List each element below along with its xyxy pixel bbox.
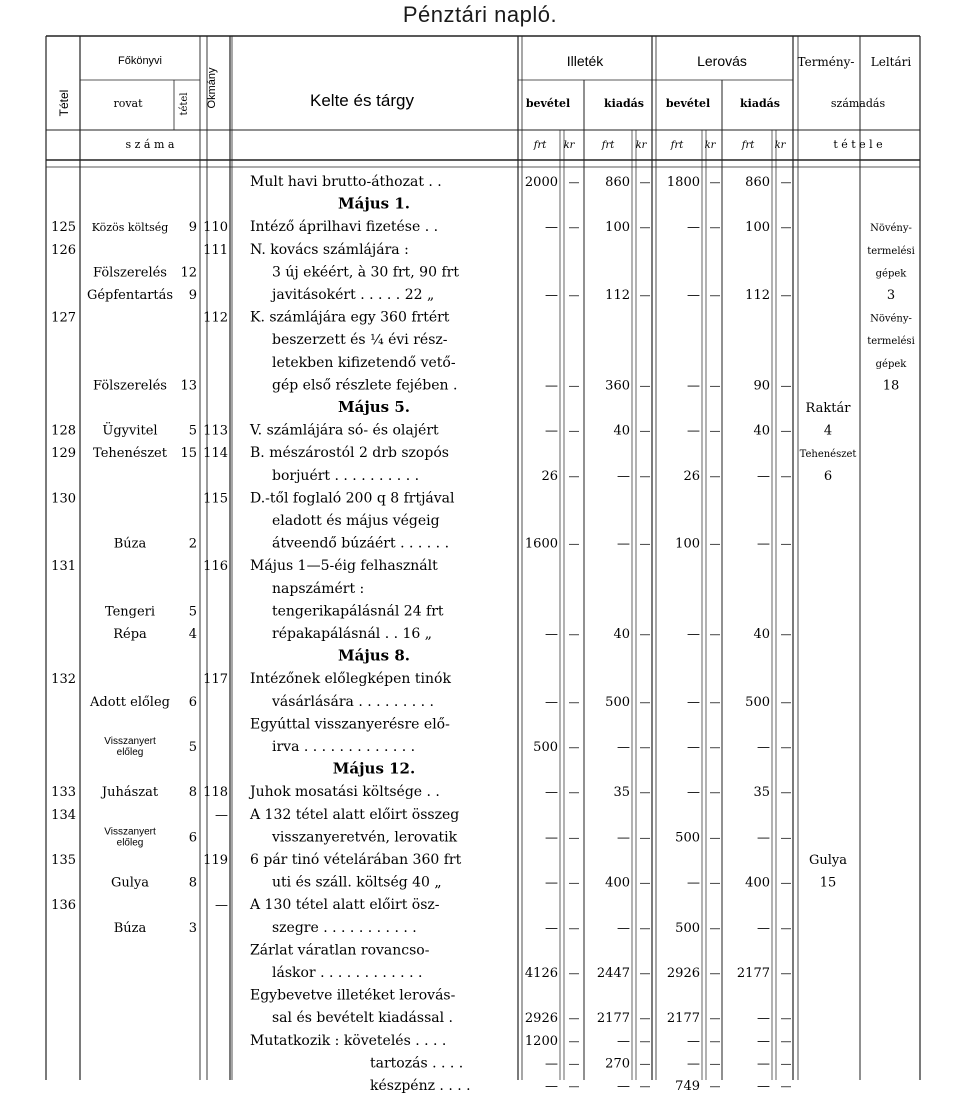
illetek-kiadas-frt: — bbox=[617, 468, 630, 484]
lerovas-kiadas-frt: 40 bbox=[753, 627, 770, 642]
entry-text: napszámért : bbox=[272, 580, 365, 597]
kr-dash: — bbox=[780, 921, 792, 935]
illetek-bevetel-frt: — bbox=[545, 288, 558, 303]
rovat-name: Juhászat bbox=[101, 785, 159, 801]
kr-dash: — bbox=[709, 424, 721, 438]
kr-dash: — bbox=[709, 967, 721, 980]
header-kr-2: kr bbox=[635, 140, 647, 151]
rovat-tetel: 8 bbox=[188, 875, 197, 891]
entry-text: átveendő búzáért . . . . . . bbox=[272, 535, 450, 552]
termeny-tetel: Raktár bbox=[805, 401, 851, 416]
tetel-number: 136 bbox=[51, 898, 76, 914]
kr-dash: — bbox=[709, 469, 721, 483]
lerovas-kiadas-frt: 860 bbox=[745, 175, 770, 190]
illetek-kiadas-frt: 2177 bbox=[596, 1011, 630, 1027]
kr-dash: — bbox=[709, 176, 721, 189]
illetek-bevetel-frt: — bbox=[545, 830, 558, 846]
kr-dash: — bbox=[639, 786, 651, 800]
leltari-tetel: Növény- bbox=[870, 223, 912, 235]
kr-dash: — bbox=[709, 1057, 721, 1071]
header-lerovas-bevetel: bevétel bbox=[665, 97, 711, 110]
entry-text: A 130 tétel alatt előirt ösz- bbox=[250, 897, 440, 914]
entry-text: 3 új ekéért, à 30 frt, 90 frt bbox=[272, 264, 459, 281]
rovat-name: Visszanyert bbox=[104, 736, 156, 747]
kr-dash: — bbox=[639, 628, 651, 641]
illetek-kiadas-frt: — bbox=[617, 1079, 630, 1094]
lerovas-bevetel-frt: 100 bbox=[675, 536, 700, 552]
rovat-tetel: 4 bbox=[188, 627, 197, 642]
lerovas-bevetel-frt: 500 bbox=[675, 830, 700, 846]
illetek-kiadas-frt: 500 bbox=[605, 694, 630, 710]
entry-text: D.-től foglaló 200 q 8 frtjával bbox=[250, 490, 455, 507]
header-lerovas: Lerovás bbox=[697, 53, 747, 69]
header-fokonyvi: Főkönyvi bbox=[117, 55, 163, 67]
okmany-number: 115 bbox=[203, 491, 228, 507]
kr-dash: — bbox=[780, 1080, 792, 1093]
kr-dash: — bbox=[780, 424, 792, 438]
tetel-number: 134 bbox=[51, 807, 76, 823]
kr-dash: — bbox=[568, 876, 580, 890]
illetek-kiadas-frt: 112 bbox=[605, 288, 630, 303]
rovat-tetel: 9 bbox=[188, 220, 197, 236]
lerovas-bevetel-frt: — bbox=[687, 875, 700, 891]
tetel-number: 131 bbox=[51, 559, 76, 575]
kr-dash: — bbox=[639, 1080, 651, 1093]
kr-dash: — bbox=[568, 831, 580, 845]
leltari-tetel: Növény- bbox=[870, 313, 912, 325]
kr-dash: — bbox=[568, 537, 580, 551]
illetek-kiadas-frt: 100 bbox=[605, 220, 630, 236]
kr-dash: — bbox=[780, 695, 792, 709]
kr-dash: — bbox=[780, 1034, 792, 1048]
illetek-bevetel-frt: — bbox=[545, 694, 558, 710]
header-illetek-kiadas: kiadás bbox=[604, 97, 644, 110]
rovat-tetel: 5 bbox=[188, 604, 197, 620]
lerovas-bevetel-frt: 2926 bbox=[666, 966, 700, 981]
kr-dash: — bbox=[709, 831, 721, 845]
kr-dash: — bbox=[780, 537, 792, 551]
okmany-number: 110 bbox=[203, 220, 228, 236]
lerovas-bevetel-frt: — bbox=[687, 288, 700, 303]
header-kr-3: kr bbox=[704, 140, 716, 151]
lerovas-kiadas-frt: — bbox=[757, 740, 770, 755]
entry-text: borjuért . . . . . . . . . . bbox=[272, 467, 420, 484]
rovat-name: Adott előleg bbox=[90, 694, 170, 710]
okmany-number: 116 bbox=[203, 559, 228, 575]
illetek-kiadas-frt: 40 bbox=[613, 627, 630, 642]
rovat-name: Ügyvitel bbox=[102, 423, 158, 439]
lerovas-bevetel-frt: 1800 bbox=[666, 175, 700, 190]
termeny-tetel: Gulya bbox=[808, 853, 848, 868]
kr-dash: — bbox=[780, 967, 792, 980]
table-body bbox=[51, 174, 915, 1094]
lerovas-bevetel-frt: — bbox=[687, 1033, 700, 1049]
header-frt-3: frt bbox=[670, 140, 684, 151]
kr-dash: — bbox=[709, 1080, 721, 1093]
header-szamadas: számadás bbox=[830, 97, 886, 110]
kr-dash: — bbox=[568, 628, 580, 641]
kr-dash: — bbox=[709, 289, 721, 302]
kr-dash: — bbox=[568, 379, 580, 393]
entry-text: Mutatkozik : követelés . . . . bbox=[250, 1032, 447, 1049]
termeny-tetel: 15 bbox=[819, 875, 837, 891]
rovat-name: Búza bbox=[113, 920, 147, 936]
kr-dash: — bbox=[709, 921, 721, 935]
lerovas-bevetel-frt: 2177 bbox=[666, 1011, 700, 1027]
entry-text: B. mészárostól 2 drb szopós bbox=[250, 445, 449, 462]
kr-dash: — bbox=[639, 289, 651, 302]
entry-text: N. kovács számlájára : bbox=[250, 241, 409, 258]
rovat-name-2: előleg bbox=[116, 837, 144, 849]
rovat-name: Visszanyert bbox=[104, 826, 156, 838]
entry-text: gép első részlete fejében . bbox=[272, 377, 458, 394]
lerovas-kiadas-frt: 112 bbox=[745, 288, 770, 303]
rovat-name: Répa bbox=[113, 627, 147, 642]
lerovas-kiadas-frt: — bbox=[757, 536, 770, 552]
lerovas-bevetel-frt: — bbox=[687, 423, 700, 439]
tetel-number: 129 bbox=[51, 446, 76, 462]
lerovas-bevetel-frt: — bbox=[687, 740, 700, 755]
date-heading: Május 12. bbox=[332, 759, 416, 778]
kr-dash: — bbox=[639, 424, 651, 438]
kr-dash: — bbox=[639, 695, 651, 709]
kr-dash: — bbox=[639, 379, 651, 393]
illetek-kiadas-frt: 35 bbox=[613, 785, 630, 801]
lerovas-kiadas-frt: 400 bbox=[745, 875, 770, 891]
header-tetel: Tétel bbox=[57, 89, 71, 117]
header-kr-1: kr bbox=[563, 140, 575, 151]
kr-dash: — bbox=[568, 786, 580, 800]
entry-text: láskor . . . . . . . . . . . . bbox=[272, 965, 423, 981]
rovat-tetel: 5 bbox=[188, 740, 197, 755]
kr-dash: — bbox=[639, 876, 651, 890]
entry-text: A 132 tétel alatt előirt összeg bbox=[250, 806, 460, 823]
okmany-number: 113 bbox=[203, 423, 228, 439]
illetek-bevetel-frt: — bbox=[545, 423, 558, 439]
kr-dash: — bbox=[568, 176, 580, 189]
kr-dash: — bbox=[780, 289, 792, 302]
kr-dash: — bbox=[780, 1012, 792, 1026]
rovat-tetel: 6 bbox=[188, 694, 197, 710]
rovat-name: Fölszerelés bbox=[93, 265, 167, 281]
header-frt-4: frt bbox=[741, 140, 755, 151]
kr-dash: — bbox=[639, 741, 651, 754]
kr-dash: — bbox=[639, 469, 651, 483]
kr-dash: — bbox=[568, 695, 580, 709]
lerovas-kiadas-frt: 100 bbox=[745, 220, 770, 236]
kr-dash: — bbox=[709, 379, 721, 393]
rovat-name: Gulya bbox=[110, 875, 150, 891]
kr-dash: — bbox=[568, 967, 580, 980]
entry-text: letekben kifizetendő vető- bbox=[272, 354, 456, 371]
lerovas-bevetel-frt: — bbox=[687, 1056, 700, 1072]
rovat-tetel: 5 bbox=[188, 423, 197, 439]
entry-text: Intéző áprilhavi fizetése . . bbox=[250, 219, 439, 236]
kr-dash: — bbox=[568, 424, 580, 438]
header-illetek-bevetel: bevétel bbox=[525, 97, 571, 110]
entry-text: uti és száll. költség 40 „ bbox=[272, 874, 442, 891]
kr-dash: — bbox=[780, 221, 792, 235]
kr-dash: — bbox=[780, 831, 792, 845]
header-lerovas-kiadas: kiadás bbox=[740, 97, 780, 110]
rovat-tetel: 2 bbox=[188, 536, 197, 552]
entry-text: Május 1—5-éig felhasznált bbox=[250, 558, 438, 575]
illetek-bevetel-frt: 2000 bbox=[524, 175, 558, 190]
kr-dash: — bbox=[780, 786, 792, 800]
entry-text: sal és bevételt kiadással . bbox=[272, 1010, 453, 1027]
header-illetek: Illeték bbox=[566, 53, 604, 69]
lerovas-kiadas-frt: 2177 bbox=[736, 966, 770, 981]
kr-dash: — bbox=[568, 289, 580, 302]
illetek-bevetel-frt: — bbox=[545, 920, 558, 936]
entry-text: Egybevetve illetéket lerovás- bbox=[250, 987, 456, 1004]
kr-dash: — bbox=[568, 741, 580, 754]
header-tetele: t é t e l e bbox=[833, 138, 883, 151]
illetek-kiadas-frt: — bbox=[617, 1033, 630, 1049]
tetel-number: 127 bbox=[51, 310, 76, 326]
rovat-tetel: 15 bbox=[180, 446, 197, 462]
entry-text: tartozás . . . . bbox=[370, 1055, 464, 1072]
lerovas-kiadas-frt: — bbox=[757, 830, 770, 846]
rovat-name: Tengeri bbox=[104, 604, 156, 620]
kr-dash: — bbox=[709, 786, 721, 800]
illetek-kiadas-frt: 40 bbox=[613, 423, 630, 439]
illetek-kiadas-frt: 860 bbox=[605, 175, 630, 190]
okmany-number: 114 bbox=[203, 446, 228, 462]
entry-text: eladott és május végeig bbox=[272, 513, 440, 529]
illetek-bevetel-frt: — bbox=[545, 220, 558, 236]
lerovas-kiadas-frt: — bbox=[757, 468, 770, 484]
illetek-bevetel-frt: — bbox=[545, 875, 558, 891]
kr-dash: — bbox=[709, 1012, 721, 1026]
illetek-kiadas-frt: — bbox=[617, 740, 630, 755]
kr-dash: — bbox=[709, 741, 721, 754]
illetek-bevetel-frt: — bbox=[545, 785, 558, 801]
kr-dash: — bbox=[709, 537, 721, 551]
kr-dash: — bbox=[568, 1012, 580, 1026]
tetel-number: 130 bbox=[51, 491, 76, 507]
kr-dash: — bbox=[568, 1080, 580, 1093]
illetek-kiadas-frt: 400 bbox=[605, 875, 630, 891]
rovat-tetel: 3 bbox=[188, 920, 197, 936]
kr-dash: — bbox=[709, 876, 721, 890]
entry-text: vásárlására . . . . . . . . . bbox=[272, 693, 434, 710]
kr-dash: — bbox=[780, 379, 792, 393]
illetek-bevetel-frt: — bbox=[545, 627, 558, 642]
kr-dash: — bbox=[709, 695, 721, 709]
tetel-number: 128 bbox=[51, 423, 76, 439]
leltari-tetel: 3 bbox=[886, 288, 896, 303]
illetek-kiadas-frt: — bbox=[617, 830, 630, 846]
kr-dash: — bbox=[639, 1012, 651, 1026]
illetek-bevetel-frt: 2926 bbox=[524, 1011, 558, 1027]
kr-dash: — bbox=[568, 221, 580, 235]
kr-dash: — bbox=[780, 741, 792, 754]
date-heading: Május 5. bbox=[338, 398, 410, 416]
header-termeny: Termény- bbox=[797, 55, 855, 69]
header-kr-4: kr bbox=[774, 140, 786, 151]
entry-text: szegre . . . . . . . . . . . bbox=[272, 919, 417, 936]
entry-text: tengerikapálásnál 24 frt bbox=[272, 603, 444, 620]
kr-dash: — bbox=[639, 537, 651, 551]
kr-dash: — bbox=[568, 921, 580, 935]
kr-dash: — bbox=[780, 469, 792, 483]
kr-dash: — bbox=[780, 1057, 792, 1071]
entry-text: visszanyeretvén, lerovatik bbox=[272, 829, 458, 846]
illetek-bevetel-frt: 1200 bbox=[524, 1033, 558, 1049]
lerovas-bevetel-frt: — bbox=[687, 694, 700, 710]
rovat-name: Gépfentartás bbox=[86, 288, 174, 303]
termeny-tetel: 6 bbox=[823, 468, 833, 484]
lerovas-bevetel-frt: 26 bbox=[683, 468, 700, 484]
lerovas-kiadas-frt: 35 bbox=[753, 785, 770, 801]
illetek-bevetel-frt: — bbox=[545, 378, 558, 394]
header-tetel-small: tétel bbox=[179, 92, 190, 116]
lerovas-kiadas-frt: — bbox=[757, 1056, 770, 1072]
okmany-number: — bbox=[215, 898, 228, 914]
kr-dash: — bbox=[639, 921, 651, 935]
kr-dash: — bbox=[568, 469, 580, 483]
lerovas-bevetel-frt: — bbox=[687, 785, 700, 801]
rovat-tetel: 8 bbox=[188, 785, 197, 801]
header-frt-1: frt bbox=[533, 140, 547, 151]
okmany-number: 119 bbox=[203, 853, 228, 868]
leltari-tetel: gépek bbox=[875, 268, 907, 280]
entry-text: V. számlájára só- és olajért bbox=[250, 422, 439, 439]
header-leltari: Leltári bbox=[870, 55, 912, 69]
lerovas-kiadas-frt: 90 bbox=[753, 378, 770, 394]
illetek-kiadas-frt: — bbox=[617, 920, 630, 936]
entry-text: Intézőnek előlegképen tinók bbox=[250, 671, 451, 688]
lerovas-bevetel-frt: — bbox=[687, 220, 700, 236]
lerovas-kiadas-frt: — bbox=[757, 920, 770, 936]
illetek-kiadas-frt: 360 bbox=[605, 378, 630, 394]
page-title: Pénztári napló. bbox=[402, 2, 558, 27]
lerovas-bevetel-frt: 749 bbox=[675, 1079, 700, 1094]
date-heading: Május 8. bbox=[338, 646, 410, 665]
lerovas-kiadas-frt: — bbox=[757, 1011, 770, 1027]
okmany-number: 118 bbox=[203, 785, 228, 801]
tetel-number: 125 bbox=[51, 220, 76, 236]
rovat-name: Fölszerelés bbox=[93, 378, 167, 394]
header-frt-2: frt bbox=[601, 140, 615, 151]
lerovas-bevetel-frt: 500 bbox=[675, 920, 700, 936]
kr-dash: — bbox=[780, 628, 792, 641]
rovat-name: Tehenészet bbox=[93, 446, 167, 462]
leltari-tetel: 18 bbox=[882, 378, 900, 394]
illetek-bevetel-frt: — bbox=[545, 1056, 558, 1072]
tetel-number: 132 bbox=[51, 672, 76, 688]
rovat-name: Közös költség bbox=[91, 221, 169, 235]
termeny-tetel: Tehenészet bbox=[799, 449, 857, 461]
illetek-bevetel-frt: 26 bbox=[541, 468, 558, 484]
kr-dash: — bbox=[568, 1057, 580, 1071]
kr-dash: — bbox=[639, 176, 651, 189]
lerovas-kiadas-frt: — bbox=[757, 1079, 770, 1094]
kr-dash: — bbox=[709, 628, 721, 641]
entry-text: Juhok mosatási költsége . . bbox=[250, 784, 440, 801]
kr-dash: — bbox=[709, 1034, 721, 1048]
entry-text: irva . . . . . . . . . . . . . bbox=[272, 739, 416, 755]
kr-dash: — bbox=[709, 221, 721, 235]
entry-text: 6 pár tinó vételárában 360 frt bbox=[250, 852, 462, 868]
okmany-number: 117 bbox=[203, 672, 228, 688]
rovat-name-2: előleg bbox=[116, 747, 144, 758]
illetek-kiadas-frt: — bbox=[617, 536, 630, 552]
kr-dash: — bbox=[639, 831, 651, 845]
kr-dash: — bbox=[568, 1034, 580, 1048]
leltari-tetel: gépek bbox=[875, 358, 907, 370]
termeny-tetel: 4 bbox=[823, 423, 833, 439]
okmany-number: 112 bbox=[203, 310, 228, 326]
kr-dash: — bbox=[639, 221, 651, 235]
kr-dash: — bbox=[780, 176, 792, 189]
kr-dash: — bbox=[780, 876, 792, 890]
entry-text: javitásokért . . . . . 22 „ bbox=[272, 287, 435, 303]
entry-text: Zárlat váratlan rovancso- bbox=[250, 942, 430, 959]
okmany-number: 111 bbox=[203, 242, 228, 258]
kr-dash: — bbox=[639, 1057, 651, 1071]
illetek-kiadas-frt: 270 bbox=[605, 1056, 630, 1072]
lerovas-kiadas-frt: — bbox=[757, 1033, 770, 1049]
illetek-bevetel-frt: — bbox=[545, 1079, 558, 1094]
entry-text: répakapálásnál . . 16 „ bbox=[272, 626, 433, 642]
illetek-kiadas-frt: 2447 bbox=[596, 966, 630, 981]
entry-text: készpénz . . . . bbox=[370, 1078, 471, 1094]
lerovas-kiadas-frt: 500 bbox=[745, 694, 770, 710]
header-kelte: Kelte és tárgy bbox=[310, 91, 414, 110]
header-szama: s z á m a bbox=[125, 138, 175, 151]
illetek-bevetel-frt: 500 bbox=[533, 740, 558, 755]
entry-text: beszerzett és ¼ évi rész- bbox=[272, 332, 448, 349]
lerovas-kiadas-frt: 40 bbox=[753, 423, 770, 439]
okmany-number: — bbox=[215, 807, 228, 823]
rovat-tetel: 6 bbox=[188, 830, 197, 846]
date-heading: Május 1. bbox=[338, 194, 410, 213]
entry-text: Egyúttal visszanyerésre elő- bbox=[250, 716, 450, 733]
entry-text: K. számlájára egy 360 frtért bbox=[250, 309, 450, 326]
rovat-name: Búza bbox=[113, 536, 147, 552]
tetel-number: 133 bbox=[51, 785, 76, 801]
kr-dash: — bbox=[639, 967, 651, 980]
header-okmany: Okmány bbox=[206, 67, 218, 109]
rovat-tetel: 13 bbox=[180, 378, 197, 394]
header-rovat: rovat bbox=[113, 97, 143, 110]
table-header bbox=[57, 53, 911, 151]
tetel-number: 126 bbox=[51, 242, 76, 258]
illetek-bevetel-frt: 4126 bbox=[524, 966, 558, 981]
kr-dash: — bbox=[639, 1034, 651, 1048]
leltari-tetel: termelési bbox=[867, 245, 915, 257]
rovat-tetel: 9 bbox=[188, 288, 197, 303]
illetek-bevetel-frt: 1600 bbox=[524, 536, 558, 552]
lerovas-bevetel-frt: — bbox=[687, 627, 700, 642]
rovat-tetel: 12 bbox=[180, 265, 197, 281]
lerovas-bevetel-frt: — bbox=[687, 378, 700, 394]
leltari-tetel: termelési bbox=[867, 336, 915, 348]
entry-text: Mult havi brutto-áthozat . . bbox=[250, 174, 442, 190]
tetel-number: 135 bbox=[51, 853, 76, 868]
